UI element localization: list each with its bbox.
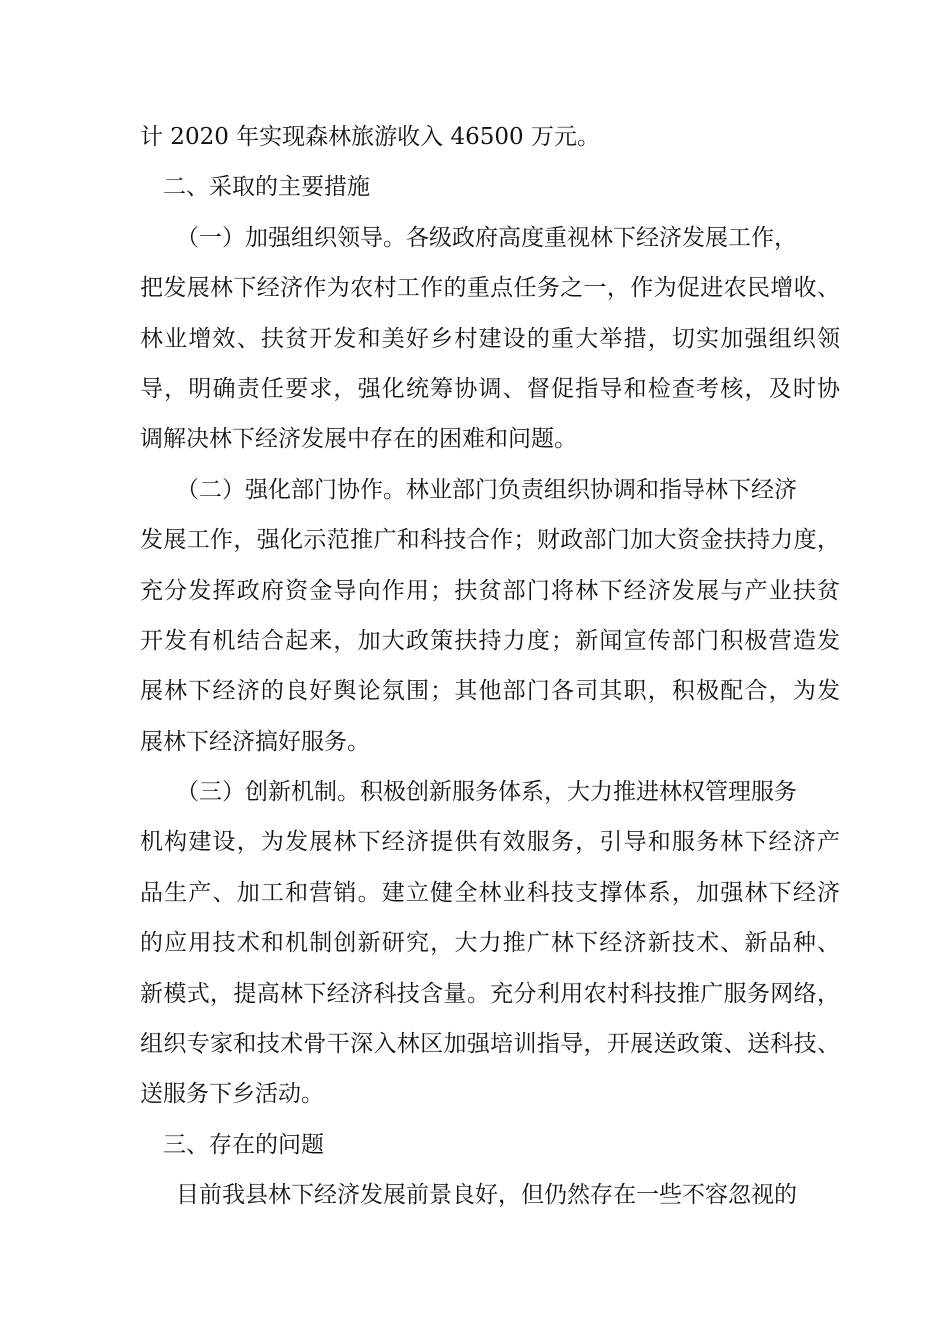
text-line: 充分发挥政府资金导向作用；扶贫部门将林下经济发展与产业扶贫	[140, 577, 840, 604]
text-line: 把发展林下经济作为农村工作的重点任务之一，作为促进农民增收、	[140, 275, 840, 302]
text-line: 三、存在的问题	[163, 1131, 324, 1158]
text-line: 二、采取的主要措施	[163, 174, 370, 201]
text-line: 导，明确责任要求，强化统筹协调、督促指导和检查考核，及时协	[140, 375, 840, 402]
text-line: 目前我县林下经济发展前景良好，但仍然存在一些不容忽视的	[176, 1182, 797, 1209]
text-line: 计 2020 年实现森林旅游收入 46500 万元。	[140, 124, 600, 150]
text-line: 展林下经济搞好服务。	[140, 728, 370, 755]
text-line: 送服务下乡活动。	[140, 1081, 324, 1108]
text-line: 机构建设，为发展林下经济提供有效服务，引导和服务林下经济产	[140, 829, 840, 856]
text-line: 组织专家和技术骨干深入林区加强培训指导，开展送政策、送科技、	[140, 1031, 840, 1058]
text-line: 展林下经济的良好舆论氛围；其他部门各司其职，积极配合，为发	[140, 678, 840, 705]
text-line: 林业增效、扶贫开发和美好乡村建设的重大举措，切实加强组织领	[140, 325, 840, 352]
text-line: 开发有机结合起来，加大政策扶持力度；新闻宣传部门积极营造发	[140, 627, 840, 654]
text-line: 新模式，提高林下经济科技含量。充分利用农村科技推广服务网络，	[140, 980, 840, 1007]
text-line: （二）强化部门协作。林业部门负责组织协调和指导林下经济	[176, 476, 797, 503]
text-line: 发展工作，强化示范推广和科技合作；财政部门加大资金扶持力度，	[140, 527, 840, 554]
text-line: （三）创新机制。积极创新服务体系，大力推进林权管理服务	[176, 779, 797, 806]
text-line: 调解决林下经济发展中存在的困难和问题。	[140, 426, 577, 453]
document-body	[140, 112, 840, 1221]
text-line: 的应用技术和机制创新研究，大力推广林下经济新技术、新品种、	[140, 930, 840, 957]
text-line: （一）加强组织领导。各级政府高度重视林下经济发展工作，	[176, 224, 797, 251]
text-line: 品生产、加工和营销。建立健全林业科技支撑体系，加强林下经济	[140, 879, 840, 906]
